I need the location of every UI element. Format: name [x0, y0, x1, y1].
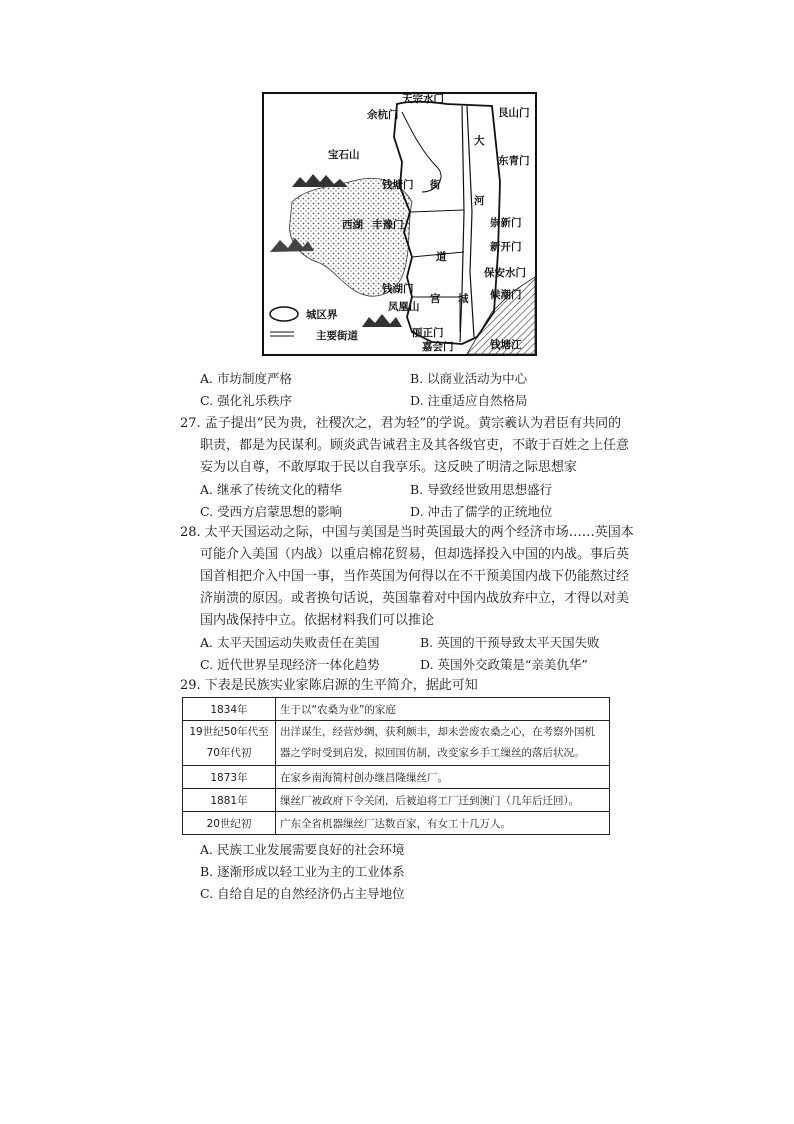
map-label: 艮山门 [498, 107, 530, 119]
table-cell-time: 1873年 [183, 766, 276, 789]
map-label: 街 [430, 179, 441, 191]
table-row [183, 698, 610, 721]
q28-stem-line-1: 28. 太平天国运动之际，中国与美国是当时英国最大的两个经济市场……英国本 [180, 525, 634, 540]
q28-stem-line-5: 国内战保持中立。依据材料我们可以推论 [200, 613, 435, 628]
q26-option-a: A. 市坊制度严格 [200, 371, 292, 386]
q29-option-c: C. 自给自足的自然经济仍占主导地位 [200, 886, 405, 901]
table-cell-event: 生于以“农桑为业”的家庭 [276, 698, 610, 721]
map-label: 天宗水门 [402, 93, 444, 105]
map-label: 大 [474, 135, 485, 147]
q28-stem-line-2: 可能介入美国（内战）以重启棉花贸易，但却选择投入中国的内战。事后英 [200, 547, 630, 562]
map-label: 崇新门 [490, 217, 522, 229]
q29-option-b: B. 逐渐形成以轻工业为主的工业体系 [200, 864, 405, 879]
q26-option-b: B. 以商业活动为中心 [410, 371, 528, 386]
map-label: 钱塘江 [490, 339, 522, 351]
q27-stem-line-1: 27. 孟子提出“民为贵，社稷次之，君为轻”的学说。黄宗羲认为君臣有共同的 [180, 416, 622, 431]
table-cell-time: 1834年 [183, 698, 276, 721]
q28-option-d: D. 英国外交政策是“亲美仇华” [420, 657, 588, 672]
map-label: 新开门 [490, 241, 522, 253]
table-cell-event: 出洋谋生，经营炒绸，获利颇丰，却未尝废农桑之心，在考察外国机器之学时受到启发，拟回国仿制，改变家乡手工缫丝的落后状况。 [276, 721, 610, 766]
map-label: 河 [474, 195, 485, 207]
map-label: 钱塘门 [382, 179, 414, 191]
map-label: 宝石山 [328, 149, 360, 161]
q28-option-a: A. 太平天国运动失败责任在美国 [200, 635, 380, 650]
map-svg [262, 92, 537, 356]
legend-boundary-label: 城区界 [306, 309, 338, 321]
table-row [183, 812, 610, 835]
map-label: 东青门 [498, 155, 530, 167]
map-label: 保安水门 [484, 267, 526, 279]
legend-street-label: 主要街道 [316, 330, 358, 342]
table-cell-time: 1881年 [183, 789, 276, 812]
q27-option-a: A. 继承了传统文化的精华 [200, 482, 342, 497]
map-label: 道 [436, 251, 447, 263]
table-cell-time: 20世纪初 [183, 812, 276, 835]
table-row [183, 721, 610, 766]
q26-option-d: D. 注重适应自然格局 [410, 393, 528, 408]
map-label: 西湖 [342, 219, 363, 231]
q27-option-c: C. 受西方启蒙思想的影响 [200, 504, 343, 519]
q29-option-a: A. 民族工业发展需要良好的社会环境 [200, 842, 405, 857]
table-row [183, 766, 610, 789]
map-label: 候潮门 [490, 289, 522, 301]
q27-stem-line-2: 职责，都是为民谋利。顾炎武告诫君主及其各级官吏，不敢于百姓之上任意 [200, 438, 630, 453]
hangzhou-city-map [262, 92, 537, 356]
q28-stem-line-4: 济崩溃的原因。或者换句话说，英国靠着对中国内战放弃中立，才得以对美 [200, 591, 630, 606]
table-row [183, 789, 610, 812]
table-cell-event: 广东全省机器缫丝厂达数百家，有女工十几万人。 [276, 812, 610, 835]
table-cell-event: 在家乡南海简村创办继昌隆缫丝厂。 [276, 766, 610, 789]
map-label: 凤凰山 [388, 301, 420, 313]
q27-stem-line-3: 妄为以自尊，不敢厚取于民以自我享乐。这反映了明清之际思想家 [200, 460, 578, 475]
biography-table [182, 697, 610, 835]
q28-option-c: C. 近代世界呈现经济一体化趋势 [200, 657, 380, 672]
map-label: 宫 [430, 293, 441, 305]
map-label: 嘉会门 [422, 341, 454, 353]
map-label: 丽正门 [412, 327, 444, 339]
map-label: 城 [458, 293, 469, 305]
q26-option-c: C. 强化礼乐秩序 [200, 393, 293, 408]
q27-option-b: B. 导致经世致用思想盛行 [410, 482, 553, 497]
map-label: 丰豫门 [372, 219, 404, 231]
table-cell-event: 缫丝厂被政府下令关闭，后被迫将工厂迁到澳门（几年后迁回）。 [276, 789, 610, 812]
q27-option-d: D. 冲击了儒学的正统地位 [410, 504, 553, 519]
map-label: 钱湖门 [382, 283, 414, 295]
table-cell-time: 19世纪50年代至70年代初 [183, 721, 276, 766]
q28-stem-line-3: 国首相把介入中国一事，当作英国为何得以在不干预美国内战下仍能熬过经 [200, 569, 630, 584]
q29-stem: 29. 下表是民族实业家陈启源的生平简介，据此可知 [180, 678, 478, 693]
map-label: 余杭门 [367, 109, 399, 121]
q28-option-b: B. 英国的干预导致太平天国失败 [420, 635, 600, 650]
